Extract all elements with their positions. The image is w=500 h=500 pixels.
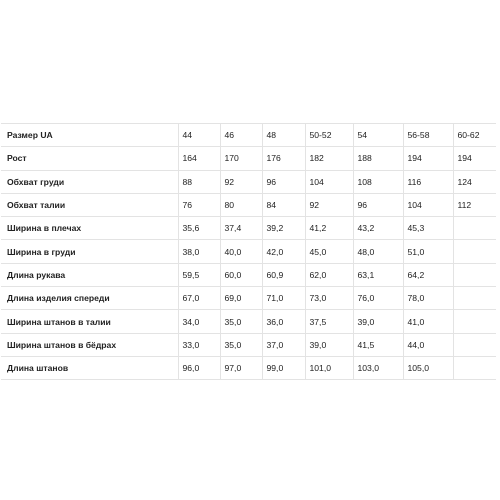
table-cell: 78,0 [403, 287, 453, 310]
table-cell: 112 [453, 193, 496, 216]
table-cell: 60,9 [262, 263, 305, 286]
table-cell: 39,2 [262, 217, 305, 240]
table-row [1, 124, 496, 147]
table-cell: 188 [353, 147, 403, 170]
table-cell: 42,0 [262, 240, 305, 263]
table-cell: 62,0 [305, 263, 353, 286]
table-cell: 50-52 [305, 124, 353, 147]
size-chart [0, 123, 500, 380]
table-cell: 51,0 [403, 240, 453, 263]
row-label: Обхват груди [1, 170, 178, 193]
table-cell: 101,0 [305, 356, 353, 379]
table-cell: 36,0 [262, 310, 305, 333]
table-cell [453, 263, 496, 286]
table-cell: 54 [353, 124, 403, 147]
table-cell: 69,0 [220, 287, 262, 310]
table-cell: 37,5 [305, 310, 353, 333]
table-cell: 40,0 [220, 240, 262, 263]
table-cell: 104 [305, 170, 353, 193]
row-label: Рост [1, 147, 178, 170]
table-cell [453, 287, 496, 310]
row-label: Длина рукава [1, 263, 178, 286]
table-cell: 37,4 [220, 217, 262, 240]
table-cell: 97,0 [220, 356, 262, 379]
row-label: Длина изделия спереди [1, 287, 178, 310]
table-cell: 39,0 [353, 310, 403, 333]
table-cell: 124 [453, 170, 496, 193]
row-label: Размер UA [1, 124, 178, 147]
table-cell: 60,0 [220, 263, 262, 286]
table-cell: 92 [305, 193, 353, 216]
table-cell: 67,0 [178, 287, 220, 310]
table-cell: 43,2 [353, 217, 403, 240]
table-cell: 35,0 [220, 333, 262, 356]
table-cell: 108 [353, 170, 403, 193]
table-cell: 33,0 [178, 333, 220, 356]
table-row [1, 263, 496, 286]
table-cell: 56-58 [403, 124, 453, 147]
table-cell: 76,0 [353, 287, 403, 310]
row-label: Ширина в плечах [1, 217, 178, 240]
table-row [1, 333, 496, 356]
table-cell: 35,6 [178, 217, 220, 240]
size-table-body [1, 124, 496, 380]
table-cell: 104 [403, 193, 453, 216]
table-cell: 92 [220, 170, 262, 193]
table-cell: 71,0 [262, 287, 305, 310]
table-cell: 96 [353, 193, 403, 216]
table-cell: 164 [178, 147, 220, 170]
table-cell: 38,0 [178, 240, 220, 263]
table-cell: 44,0 [403, 333, 453, 356]
table-cell: 48,0 [353, 240, 403, 263]
table-cell: 73,0 [305, 287, 353, 310]
table-cell: 88 [178, 170, 220, 193]
table-cell: 103,0 [353, 356, 403, 379]
table-cell: 76 [178, 193, 220, 216]
table-cell [453, 356, 496, 379]
row-label: Обхват талии [1, 193, 178, 216]
table-cell [453, 240, 496, 263]
table-cell: 194 [453, 147, 496, 170]
table-cell: 34,0 [178, 310, 220, 333]
table-row [1, 193, 496, 216]
table-row [1, 217, 496, 240]
table-cell: 96 [262, 170, 305, 193]
table-cell: 41,5 [353, 333, 403, 356]
size-table [1, 123, 496, 380]
table-cell: 41,2 [305, 217, 353, 240]
table-cell: 60-62 [453, 124, 496, 147]
table-row [1, 147, 496, 170]
table-cell: 35,0 [220, 310, 262, 333]
table-cell: 37,0 [262, 333, 305, 356]
table-cell: 45,3 [403, 217, 453, 240]
table-cell: 41,0 [403, 310, 453, 333]
table-cell: 46 [220, 124, 262, 147]
row-label: Ширина в груди [1, 240, 178, 263]
table-row [1, 240, 496, 263]
table-cell: 182 [305, 147, 353, 170]
table-row [1, 310, 496, 333]
row-label: Длина штанов [1, 356, 178, 379]
table-cell: 64,2 [403, 263, 453, 286]
table-cell: 39,0 [305, 333, 353, 356]
table-cell: 44 [178, 124, 220, 147]
row-label: Ширина штанов в бёдрах [1, 333, 178, 356]
table-cell: 170 [220, 147, 262, 170]
table-cell [453, 310, 496, 333]
row-label: Ширина штанов в талии [1, 310, 178, 333]
table-cell: 59,5 [178, 263, 220, 286]
table-cell [453, 217, 496, 240]
table-cell: 96,0 [178, 356, 220, 379]
table-row [1, 170, 496, 193]
table-cell: 194 [403, 147, 453, 170]
table-cell: 176 [262, 147, 305, 170]
table-cell: 80 [220, 193, 262, 216]
table-cell: 105,0 [403, 356, 453, 379]
table-cell: 45,0 [305, 240, 353, 263]
table-cell: 116 [403, 170, 453, 193]
table-cell: 84 [262, 193, 305, 216]
table-row [1, 287, 496, 310]
table-cell: 99,0 [262, 356, 305, 379]
table-cell [453, 333, 496, 356]
table-row [1, 356, 496, 379]
table-cell: 48 [262, 124, 305, 147]
table-cell: 63,1 [353, 263, 403, 286]
